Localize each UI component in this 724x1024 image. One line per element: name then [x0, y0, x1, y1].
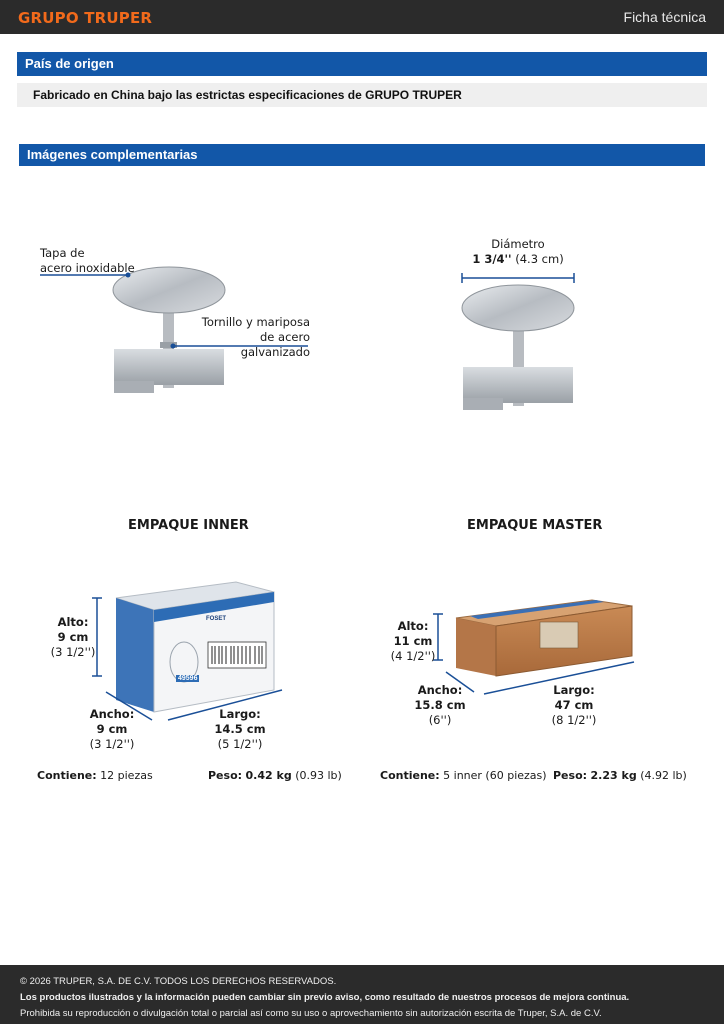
master-alto-label: Alto: — [397, 619, 429, 633]
master-ancho-label: Ancho: — [417, 683, 463, 697]
origin-section-title: País de origen — [17, 52, 707, 76]
master-largo-cm: 47 cm — [554, 698, 594, 712]
callout-screw — [190, 315, 310, 360]
origin-text: Fabricado en China bajo las estrictas especificaciones de GRUPO TRUPER — [17, 83, 707, 107]
inner-ancho-cm: 9 cm — [96, 722, 128, 736]
callout-screw-line1: Tornillo y mariposa — [201, 315, 310, 329]
master-weight-label: Peso: — [553, 769, 588, 782]
master-alto-cm: 11 cm — [393, 634, 433, 648]
inner-box-illustration — [89, 582, 282, 721]
brand-logo: GRUPO TRUPER — [18, 9, 153, 27]
inner-largo-label: Largo: — [219, 707, 261, 721]
inner-box-brand: FOSET — [206, 616, 227, 622]
master-alto — [388, 619, 438, 664]
master-weight-kg: 2.23 kg — [590, 769, 637, 782]
inner-weight — [208, 769, 342, 782]
master-ancho-in: (6'') — [428, 713, 452, 727]
inner-weight-label: Peso: — [208, 769, 243, 782]
master-largo-in: (8 1/2'') — [551, 713, 597, 727]
master-largo — [544, 683, 604, 728]
callout-diameter — [458, 237, 578, 267]
inner-largo — [208, 707, 272, 752]
callout-cap — [40, 246, 135, 276]
diameter-value: 1 3/4'' — [472, 252, 512, 266]
footer — [0, 965, 724, 1024]
master-alto-in: (4 1/2'') — [390, 649, 436, 663]
inner-pack-title: EMPAQUE INNER — [128, 518, 249, 533]
callout-cap-line2: acero inoxidable — [40, 261, 135, 275]
diameter-label: Diámetro — [491, 237, 545, 251]
inner-alto-cm: 9 cm — [57, 630, 89, 644]
inner-ancho-in: (3 1/2'') — [89, 737, 135, 751]
footer-notice: Los productos ilustrados y la información pueden cambiar sin previo aviso, como resultado de nuestros procesos de mejora continua. — [20, 992, 630, 1003]
doc-type-label: Ficha técnica — [623, 9, 706, 25]
inner-contains-value: 12 piezas — [100, 769, 153, 782]
inner-largo-cm: 14.5 cm — [214, 722, 266, 736]
inner-weight-kg: 0.42 kg — [245, 769, 292, 782]
inner-contains — [37, 769, 153, 782]
product-view-right — [462, 273, 574, 410]
inner-alto — [48, 615, 98, 660]
images-section-title: Imágenes complementarias — [19, 144, 705, 166]
footer-legal: Prohibida su reproducción o divulgación total o parcial así como su uso o aprovechamiento sin autorización escrita de Truper, S.A. de C.V. — [20, 1008, 602, 1019]
master-pack-title: EMPAQUE MASTER — [467, 518, 603, 533]
master-contains-value: 5 inner (60 piezas) — [443, 769, 547, 782]
callout-screw-line2: de acero galvanizado — [240, 330, 310, 359]
master-weight — [553, 769, 687, 782]
callout-cap-line1: Tapa de — [40, 246, 85, 260]
master-ancho-cm: 15.8 cm — [414, 698, 466, 712]
inner-ancho-label: Ancho: — [89, 707, 135, 721]
master-largo-label: Largo: — [553, 683, 595, 697]
master-weight-lb: (4.92 lb) — [640, 769, 687, 782]
inner-box-code: 49596 — [178, 675, 198, 682]
master-contains — [380, 769, 547, 782]
diameter-metric: (4.3 cm) — [515, 252, 564, 266]
inner-weight-lb: (0.93 lb) — [295, 769, 342, 782]
inner-ancho — [84, 707, 140, 752]
master-contains-label: Contiene: — [380, 769, 440, 782]
inner-alto-in: (3 1/2'') — [50, 645, 96, 659]
inner-contains-label: Contiene: — [37, 769, 97, 782]
footer-copyright: © 2026 TRUPER, S.A. DE C.V. TODOS LOS DERECHOS RESERVADOS. — [20, 976, 337, 987]
master-ancho — [410, 683, 470, 728]
inner-alto-label: Alto: — [57, 615, 89, 629]
inner-largo-in: (5 1/2'') — [217, 737, 263, 751]
master-box-illustration — [433, 600, 634, 694]
